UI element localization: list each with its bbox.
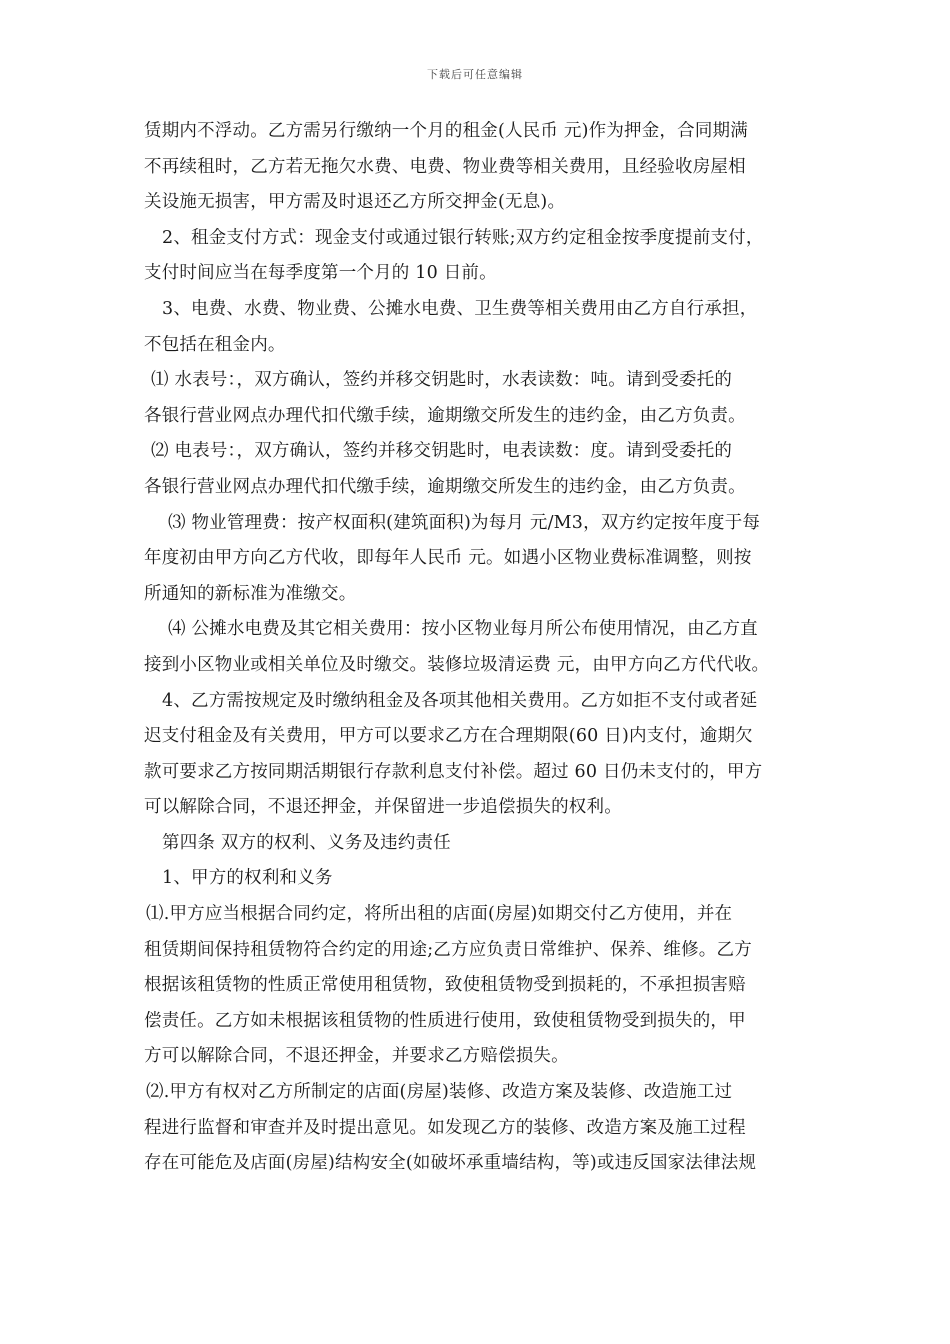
text-line: 方可以解除合同，不退还押金，并要求乙方赔偿损失。 — [144, 1046, 569, 1067]
text-line: 4、乙方需按规定及时缴纳租金及各项其他相关费用。乙方如拒不支付或者延 — [162, 690, 758, 711]
text-line: 关设施无损害，甲方需及时退还乙方所交押金(无息)。 — [144, 192, 566, 213]
text-line: 不再续租时，乙方若无拖欠水费、电费、物业费等相关费用，且经验收房屋相 — [144, 156, 746, 177]
text-line: 赁期内不浮动。乙方需另行缴纳一个月的租金(人民币 元)作为押金，合同期满 — [144, 121, 748, 141]
text-line: 根据该租赁物的性质正常使用租赁物，致使租赁物受到损耗的，不承担损害赔 — [144, 975, 746, 996]
text-line: 偿责任。乙方如未根据该租赁物的性质进行使用，致使租赁物受到损失的，甲 — [144, 1010, 746, 1031]
text-line: ⑵ 电表号：，双方确认，签约并移交钥匙时，电表读数：度。请到受委托的 — [151, 441, 733, 462]
text-line: 款可要求乙方按同期活期银行存款利息支付补偿。超过 60 日仍未支付的，甲方 — [144, 761, 763, 782]
text-line: 迟支付租金及有关费用，甲方可以要求乙方在合理期限(60 日)内支付，逾期欠 — [144, 726, 753, 747]
text-line: 程进行监督和审查并及时提出意见。如发现乙方的装修、改造方案及施工过程 — [144, 1117, 746, 1138]
text-line: 支付时间应当在每季度第一个月的 10 日前。 — [144, 263, 497, 284]
text-line: 存在可能危及店面(房屋)结构安全(如破坏承重墙结构，等)或违反国家法律法规 — [144, 1153, 757, 1174]
text-line: 3、电费、水费、物业费、公摊水电费、卫生费等相关费用由乙方自行承担， — [162, 298, 758, 319]
text-line: 接到小区物业或相关单位及时缴交。装修垃圾清运费 元，由甲方向乙方代代收。 — [144, 654, 770, 675]
text-line: ⑶ 物业管理费：按产权面积(建筑面积)为每月 元/M3，双方约定按年度于每 — [168, 512, 761, 533]
text-line: 2、租金支付方式：现金支付或通过银行转账;双方约定租金按季度提前支付， — [162, 227, 764, 248]
text-line: 不包括在租金内。 — [144, 334, 286, 355]
text-line: ⑴ 水表号：，双方确认，签约并移交钥匙时，水表读数：吨。请到受委托的 — [151, 370, 733, 391]
page-header-note: 下载后可任意编辑 — [427, 68, 523, 81]
subsection-heading: 1、甲方的权利和义务 — [162, 868, 333, 889]
text-line: 所通知的新标准为准缴交。 — [144, 583, 357, 604]
text-line: 各银行营业网点办理代扣代缴手续，逾期缴交所发生的违约金，由乙方负责。 — [144, 405, 746, 426]
document-body — [144, 114, 812, 1182]
text-line: 可以解除合同，不退还押金，并保留进一步追偿损失的权利。 — [144, 797, 622, 818]
text-line: ⑴.甲方应当根据合同约定，将所出租的店面(房屋)如期交付乙方使用，并在 — [146, 904, 733, 925]
text-line: 各银行营业网点办理代扣代缴手续，逾期缴交所发生的违约金，由乙方负责。 — [144, 476, 746, 497]
text-line: 年度初由甲方向乙方代收，即每年人民币 元。如遇小区物业费标准调整，则按 — [144, 548, 752, 569]
text-line: 租赁期间保持租赁物符合约定的用途;乙方应负责日常维护、保养、维修。乙方 — [144, 939, 752, 960]
section-heading: 第四条 双方的权利、义务及违约责任 — [162, 832, 451, 853]
text-line: ⑵.甲方有权对乙方所制定的店面(房屋)装修、改造方案及装修、改造施工过 — [146, 1082, 733, 1103]
text-line: ⑷ 公摊水电费及其它相关费用：按小区物业每月所公布使用情况，由乙方直 — [168, 619, 758, 640]
